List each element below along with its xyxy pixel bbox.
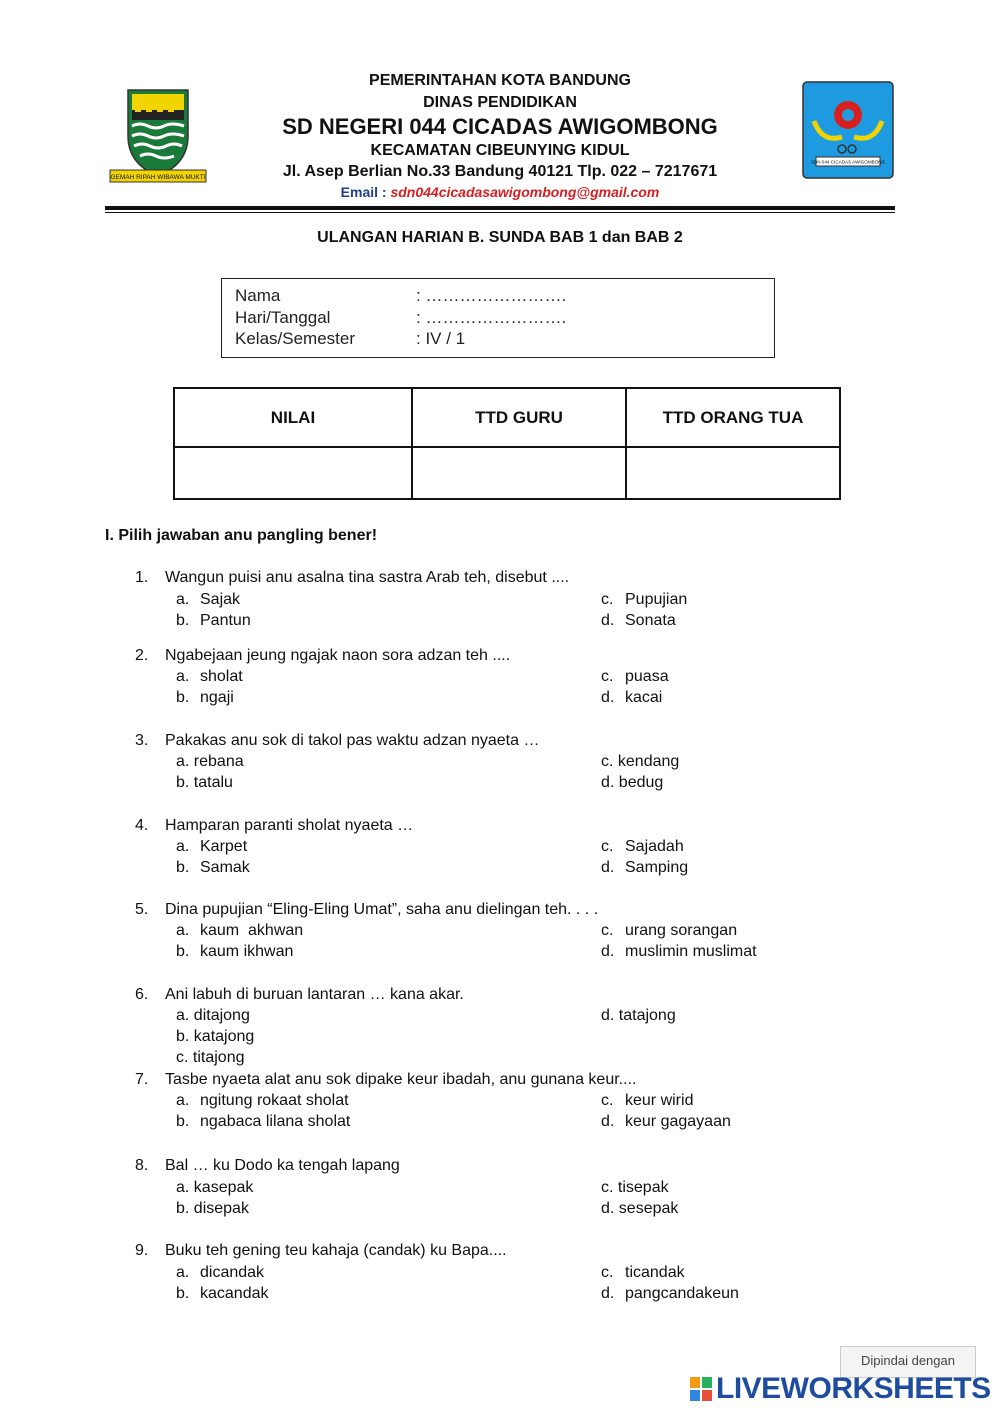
option-d[interactable]: d. Samping [601,859,689,876]
option-b[interactable]: b. kacandak [176,1285,269,1302]
question-text: Dina pupujian “Eling-Eling Umat”, saha anu dielingan teh. . . . [165,901,599,918]
question-number: 3. [135,732,149,749]
emblem-motto: GEMAH RIPAH WIBAWA MUKTI [110,174,206,181]
question-number: 6. [135,986,149,1003]
email-line [200,184,800,200]
scanner-watermark: Dipindai dengan [840,1346,976,1378]
question-text: Bal … ku Dodo ka tengah lapang [165,1157,400,1174]
email-label: Email : [340,184,387,200]
option-c[interactable]: c. titajong [176,1049,245,1066]
question-number: 7. [135,1071,149,1088]
option-b[interactable]: b. Samak [176,859,250,876]
bandung-city-emblem-icon [108,84,208,186]
option-d[interactable]: d. tatajong [601,1007,676,1024]
option-b[interactable]: b. disepak [176,1200,249,1217]
school-address: Jl. Asep Berlian No.33 Bandung 40121 Tlp. 022 – 7217671 [282,163,718,180]
option-b[interactable]: b. tatalu [176,774,233,791]
question-number: 1. [135,569,149,586]
option-b[interactable]: b. katajong [176,1028,255,1045]
option-c[interactable]: c. keur wirid [601,1092,694,1109]
header-divider-thin [105,212,895,213]
question-number: 5. [135,901,149,918]
option-a[interactable]: a. kasepak [176,1179,254,1196]
question-text: Hamparan paranti sholat nyaeta … [165,817,414,834]
dept-heading: DINAS PENDIDIKAN [423,94,577,111]
question-text: Ngabejaan jeung ngajak naon sora adzan teh .... [165,647,511,664]
class-semester-value: : IV / 1 [416,329,466,348]
question-number: 9. [135,1242,149,1259]
exam-title: ULANGAN HARIAN B. SUNDA BAB 1 dan BAB 2 [317,229,683,246]
identity-label: Hari/Tanggal [235,308,331,327]
question-text: Buku teh gening teu kahaja (candak) ku Bapa.... [165,1242,507,1259]
teacher-signature-header: TTD GURU [412,388,626,447]
header-divider [105,206,895,210]
option-a[interactable]: a. kaum akhwan [176,922,304,939]
option-d[interactable]: d. sesepak [601,1200,679,1217]
question-number: 8. [135,1157,149,1174]
option-d[interactable]: d. keur gagayaan [601,1113,731,1130]
parent-signature-header: TTD ORANG TUA [626,388,840,447]
school-emblem-icon [802,81,894,179]
student-identity-box [221,278,775,358]
option-d[interactable]: d. pangcandakeun [601,1285,739,1302]
option-b[interactable]: b. ngabaca lilana sholat [176,1113,351,1130]
email-address: sdn044cicadasawigombong@gmail.com [390,184,660,200]
parent-signature-cell[interactable] [626,447,840,499]
score-cell[interactable] [174,447,412,499]
option-c[interactable]: c. Pupujian [601,591,688,608]
school-name: SD NEGERI 044 CICADAS AWIGOMBONG [282,114,718,139]
score-header: NILAI [174,388,412,447]
liveworksheets-brand: LIVEWORKSHEETS [716,1372,991,1405]
option-a[interactable]: a. dicandak [176,1264,265,1281]
name-field[interactable]: : ……………………. [416,286,567,305]
district-heading: KECAMATAN CIBEUNYING KIDUL [370,142,630,159]
option-d[interactable]: d. Sonata [601,612,676,629]
question-text: Ani labuh di buruan lantaran … kana akar. [165,986,464,1003]
option-d[interactable]: d. bedug [601,774,664,791]
option-b[interactable]: b. ngaji [176,689,234,706]
option-c[interactable]: c. ticandak [601,1264,685,1281]
option-a[interactable]: a. sholat [176,668,243,685]
teacher-signature-cell[interactable] [412,447,626,499]
option-c[interactable]: c. puasa [601,668,669,685]
school-emblem-text: SDN 044 CICADAS AWIGOMBONG [810,159,886,165]
gov-heading: PEMERINTAHAN KOTA BANDUNG [369,72,631,89]
option-c[interactable]: c. kendang [601,753,680,770]
option-d[interactable]: d. muslimin muslimat [601,943,757,960]
option-a[interactable]: a. Karpet [176,838,248,855]
option-c[interactable]: c. tisepak [601,1179,669,1196]
identity-label: Kelas/Semester [235,329,355,348]
option-c[interactable]: c. Sajadah [601,838,684,855]
date-field[interactable]: : ……………………. [416,308,567,327]
option-a[interactable]: a. ngitung rokaat sholat [176,1092,349,1109]
option-d[interactable]: d. kacai [601,689,663,706]
question-number: 2. [135,647,149,664]
option-a[interactable]: a. Sajak [176,591,241,608]
question-text: Wangun puisi anu asalna tina sastra Arab teh, disebut .... [165,569,570,586]
section-instruction: I. Pilih jawaban anu pangling bener! [105,527,378,544]
option-c[interactable]: c. urang sorangan [601,922,738,939]
question-text: Tasbe nyaeta alat anu sok dipake keur ibadah, anu gunana keur.... [165,1071,637,1088]
option-a[interactable]: a. rebana [176,753,244,770]
identity-label: Nama [235,286,281,305]
option-a[interactable]: a. ditajong [176,1007,250,1024]
option-b[interactable]: b. Pantun [176,612,251,629]
liveworksheets-icon [690,1377,712,1401]
question-number: 4. [135,817,149,834]
liveworksheets-logo[interactable] [690,1373,991,1405]
question-text: Pakakas anu sok di takol pas waktu adzan nyaeta … [165,732,540,749]
score-signature-table [173,387,841,500]
option-b[interactable]: b. kaum ikhwan [176,943,294,960]
